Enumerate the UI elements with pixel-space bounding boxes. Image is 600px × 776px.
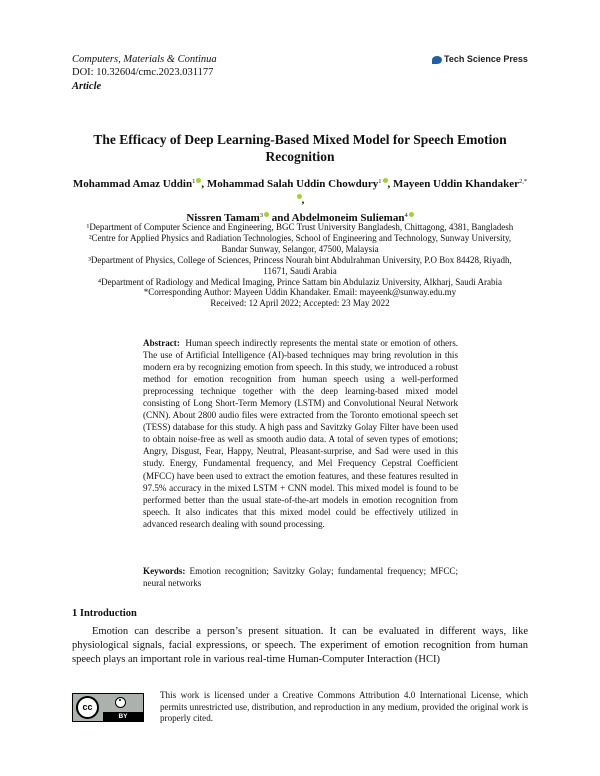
- keywords-label: Keywords:: [143, 566, 186, 576]
- author-affil-mark: 3: [259, 212, 264, 219]
- publisher-name: Tech Science Press: [444, 54, 528, 64]
- cc-by-badge[interactable]: [72, 693, 144, 722]
- title-line: The Efficacy of Deep Learning-Based Mixed Model for Speech Emotion: [93, 132, 507, 147]
- author-affil-mark: 1: [378, 178, 382, 185]
- license-text: This work is licensed under a Creative Commons Attribution 4.0 International License, which permits unrestricted use, distribution, and reproduction in any medium, provided the original work is properly cited.: [160, 690, 528, 723]
- orcid-icon[interactable]: [264, 212, 269, 217]
- author-name: Mohammad Amaz Uddin: [72, 178, 193, 190]
- title-line: Recognition: [265, 149, 335, 164]
- affiliation-line: 11671, Saudi Arabia: [263, 265, 337, 276]
- publisher-swoosh-icon: [432, 56, 442, 64]
- author-list: [72, 174, 528, 226]
- author-affil-mark: 1: [192, 178, 196, 185]
- affiliations: [72, 222, 528, 309]
- journal-name: Computers, Materials & Continua: [72, 54, 217, 65]
- affiliation-line: ²Centre for Applied Physics and Radiation Technologies, School of Engineering and Technology, Sunway University,: [88, 232, 512, 243]
- author-name: Mohammad Salah Uddin Chowdury: [206, 178, 379, 190]
- author-name: Abdelmoneim Sulieman: [291, 212, 405, 224]
- section-heading: 1 Introduction: [72, 608, 137, 619]
- author-name: Nissren Tamam: [186, 212, 260, 224]
- publisher-logo: [432, 54, 532, 67]
- affiliation-line: ¹Department of Computer Science and Engineering, BGC Trust University Bangladesh, Chittagong, 4381, Bangladesh: [86, 222, 514, 232]
- affiliation-line: Bandar Sunway, Selangor, 47500, Malaysia: [221, 243, 379, 254]
- abstract-text: Human speech indirectly represents the mental state or emotion of others. The use of Artificial Intelligence (AI)-based techniques may bring revolution in this modern era by recognizing emotion from speech. In this study, we introduced a robust method for emotion recognition from human speech using a well-performed preprocessing technique together with the deep learning-based mixed model consisting of Long Short-Term Memory (LSTM) and Convolutional Neural Network (CNN). About 2800 audio files were extracted from the Toronto emotional speech set (TESS) database for this study. A high pass and Savitzky Golay Filter have been used to obtain noise-free as well as smooth audio data. A total of seven types of emotions; Angry, Disgust, Fear, Happy, Neutral, Pleasant-surprise, and Sad were used in this study. Energy, Fundamental frequency, and Mel Frequency Cepstral Coefficient (MFCC) have been used to extract the emotion features, and these features resulted in 97.5% accuracy in the mixed LSTM + CNN model. This mixed model is found to be performed better than the usual state-of-the-art models in emotion recognition from speech. It also indicates that this mixed model could be effectively utilized in advanced research dealing with sound processing.: [143, 338, 459, 529]
- cc-icon: cc: [76, 696, 99, 719]
- author-affil-mark: 2,*: [518, 178, 528, 185]
- attribution-person-icon: [115, 697, 126, 708]
- author-separator: ,: [301, 194, 305, 206]
- affiliation-line: ⁴Department of Radiology and Medical Imaging, Prince Sattam bin Abdulaziz University, Alkharj, Saudi Arabia: [98, 276, 502, 287]
- doi: DOI: 10.32604/cmc.2023.031177: [72, 67, 214, 78]
- author-conjunction: and: [271, 212, 290, 224]
- affiliation-line: ³Department of Physics, College of Sciences, Princess Nourah bint Abdulrahman University, P.O Box 84428, Riyadh,: [88, 254, 512, 265]
- author-separator: ,: [201, 178, 205, 190]
- corresponding-author: *Corresponding Author: Mayeen Uddin Khandaker. Email: mayeenk@sunway.edu.my: [143, 287, 457, 298]
- author-affil-mark: 4: [404, 212, 408, 219]
- article-type: Article: [72, 81, 102, 92]
- received-accepted-dates: Received: 12 April 2022; Accepted: 23 May 2022: [210, 298, 390, 309]
- author-separator: ,: [387, 178, 391, 190]
- by-label: BY: [103, 712, 143, 721]
- introduction-text: Emotion can describe a person’s present situation. It can be evaluated in different ways, like physiological signals, facial expressions, or speech. The experiment of emotion recognition from human speech plays an important role in various real-time Human-Computer Interaction (HCI): [72, 626, 528, 665]
- author-name: Mayeen Uddin Khandaker: [393, 178, 519, 190]
- paper-title: [72, 131, 528, 165]
- license-block: [72, 690, 528, 730]
- abstract: [143, 337, 458, 530]
- keywords-text: Emotion recognition; Savitzky Golay; fundamental frequency; MFCC; neural networks: [143, 566, 459, 589]
- orcid-icon[interactable]: [409, 212, 414, 217]
- abstract-label: Abstract:: [143, 338, 180, 348]
- keywords: [143, 565, 458, 589]
